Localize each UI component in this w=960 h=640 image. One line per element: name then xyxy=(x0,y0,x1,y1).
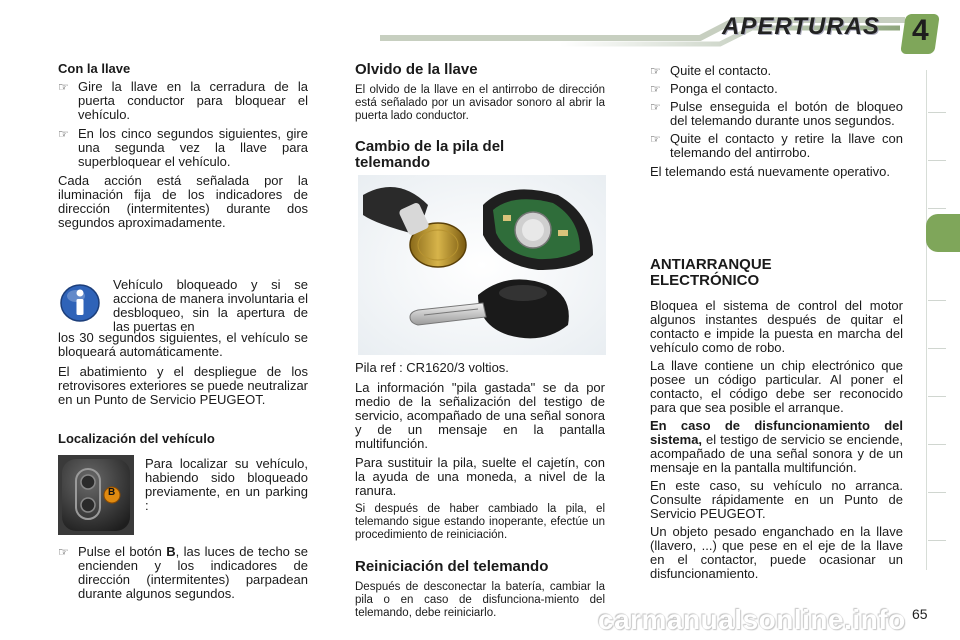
key-fob-image xyxy=(58,455,134,535)
info-note-lead: Vehículo bloqueado y si se acciona de manera involuntaria el desbloqueo, sin la apertura de las puertas en xyxy=(113,277,308,334)
paragraph: Bloquea el sistema de control del motor algunos instantes después de quitar el contacto e impide la puesta en marcha del vehículo como de robo. xyxy=(650,298,903,355)
locate-instructions: Para localizar su vehículo, habiendo sido bloqueado previamente, en un parking : xyxy=(145,456,308,513)
tab-divider xyxy=(928,300,946,301)
pointing-hand-icon: ☞ xyxy=(650,82,661,96)
paragraph: El abatimiento y el despliegue de los retrovisores exteriores se puede neutralizar en un Punto de Servicio PEUGEOT. xyxy=(58,364,309,407)
section-heading: ANTIARRANQUE ELECTRÓNICO xyxy=(650,256,772,289)
paragraph: La llave contiene un chip electrónico que posee un código particular. Al poner el contacto, el código debe ser reconocido para que sea posible el arranque. xyxy=(650,358,903,415)
tab-active[interactable] xyxy=(926,214,960,252)
paragraph: Cada acción está señalada por la iluminación fija de los indicadores de dirección (intermitentes) durante dos segundos aproximadamente. xyxy=(58,173,308,230)
list-item xyxy=(58,127,308,169)
chapter-title: APERTURAS xyxy=(722,13,880,40)
paragraph: En este caso, su vehículo no arranca. Consulte rápidamente en un Punto de Servicio PEUGEOT. xyxy=(650,478,903,521)
tab-divider xyxy=(928,112,946,113)
info-icon xyxy=(58,282,102,324)
paragraph xyxy=(650,419,903,475)
list-item-text: , las luces de techo se encienden y los indicadores de dirección (intermitentes) parpadean durante algunos segundos. xyxy=(78,544,308,601)
tab-divider xyxy=(928,492,946,493)
column-left xyxy=(58,62,308,230)
paragraph: El olvido de la llave en el antirrobo de dirección está señalado por un avisador sonoro al abrir la puerta lado conductor. xyxy=(355,84,605,122)
paragraph: Para sustituir la pila, suelte el cajetín, con la ayuda de una moneda, a nivel de la ranura. xyxy=(355,455,605,498)
list-item xyxy=(58,80,308,122)
list-item xyxy=(650,82,903,96)
section-heading: Reiniciación del telemando xyxy=(355,558,549,575)
list-item xyxy=(650,100,903,128)
pointing-hand-icon: ☞ xyxy=(650,64,661,78)
list-item-text: Quite el contacto. xyxy=(670,63,772,78)
remote-key-battery-image xyxy=(358,175,606,355)
page-number: 65 xyxy=(912,606,928,622)
list-item-text: Pulse el botón xyxy=(78,544,167,559)
column-middle xyxy=(355,62,605,171)
tab-divider xyxy=(928,396,946,397)
section-heading: Localización del vehículo xyxy=(58,431,215,446)
tab-divider xyxy=(928,208,946,209)
list-item-text: Gire la llave en la cerradura de la puerta conductor para bloquear el vehículo. xyxy=(78,79,308,122)
fault-heading: En caso de disfuncionamiento del sistema, xyxy=(650,418,903,447)
list-item-text: En los cinco segundos siguientes, gire una segunda vez la llave para superbloquear el vehículo. xyxy=(78,126,308,169)
paragraph: Después de desconectar la batería, cambiar la pila o en caso de disfunciona-miento del telemando, debe reiniciarlo. xyxy=(355,581,605,619)
paragraph: Un objeto pesado enganchado en la llave (llavero, ...) que pese en el eje de la llave en el contactor, puede ocasionar un disfuncionamiento. xyxy=(650,524,903,581)
paragraph: Si después de haber cambiado la pila, el telemando sigue estando inoperante, efectúe un procedimiento de reiniciación. xyxy=(355,503,605,541)
section-heading: Cambio de la pila del telemando xyxy=(355,138,505,171)
list-item-text: Pulse enseguida el botón de bloqueo del telemando durante unos segundos. xyxy=(670,99,903,128)
column-middle-lower xyxy=(355,361,605,620)
list-item xyxy=(58,545,308,601)
list-item xyxy=(650,132,903,160)
pointing-hand-icon: ☞ xyxy=(58,80,69,94)
chapter-number: 4 xyxy=(912,14,929,47)
list-item-text: Quite el contacto y retire la llave con telemando del antirrobo. xyxy=(670,131,903,160)
column-left-lower xyxy=(58,331,308,407)
tab-divider xyxy=(928,444,946,445)
pointing-hand-icon: ☞ xyxy=(650,132,661,146)
column-right xyxy=(650,64,903,179)
pointing-hand-icon: ☞ xyxy=(650,100,661,114)
list-item xyxy=(650,64,903,78)
pointing-hand-icon: ☞ xyxy=(58,545,69,559)
button-b-reference: B xyxy=(166,544,176,559)
section-heading: Con la llave xyxy=(58,61,131,76)
pointing-hand-icon: ☞ xyxy=(58,127,69,141)
tab-divider xyxy=(928,160,946,161)
tab-divider xyxy=(928,348,946,349)
fob-button-b-label: B xyxy=(108,487,116,498)
battery-reference: Pila ref : CR1620/3 voltios. xyxy=(355,360,509,375)
watermark: carmanualsonline.info xyxy=(598,604,906,635)
section-heading: Olvido de la llave xyxy=(355,61,478,78)
tab-strip xyxy=(926,70,947,570)
paragraph: El telemando está nuevamente operativo. xyxy=(650,164,890,179)
column-right-lower xyxy=(650,257,903,581)
tab-divider xyxy=(928,540,946,541)
info-note-tail: los 30 segundos siguientes, el vehículo se bloqueará automáticamente. xyxy=(58,330,308,359)
list-item-text: Ponga el contacto. xyxy=(670,81,778,96)
paragraph: La información "pila gastada" se da por medio de la señalización del testigo de servicio, acompañado de una señal sonora y de un mensaje en la pantalla multifunción. xyxy=(355,380,605,451)
fault-text: el testigo de servicio se enciende, acompañado de una señal sonora y de un mensaje en la pantalla multifunción. xyxy=(650,432,903,475)
